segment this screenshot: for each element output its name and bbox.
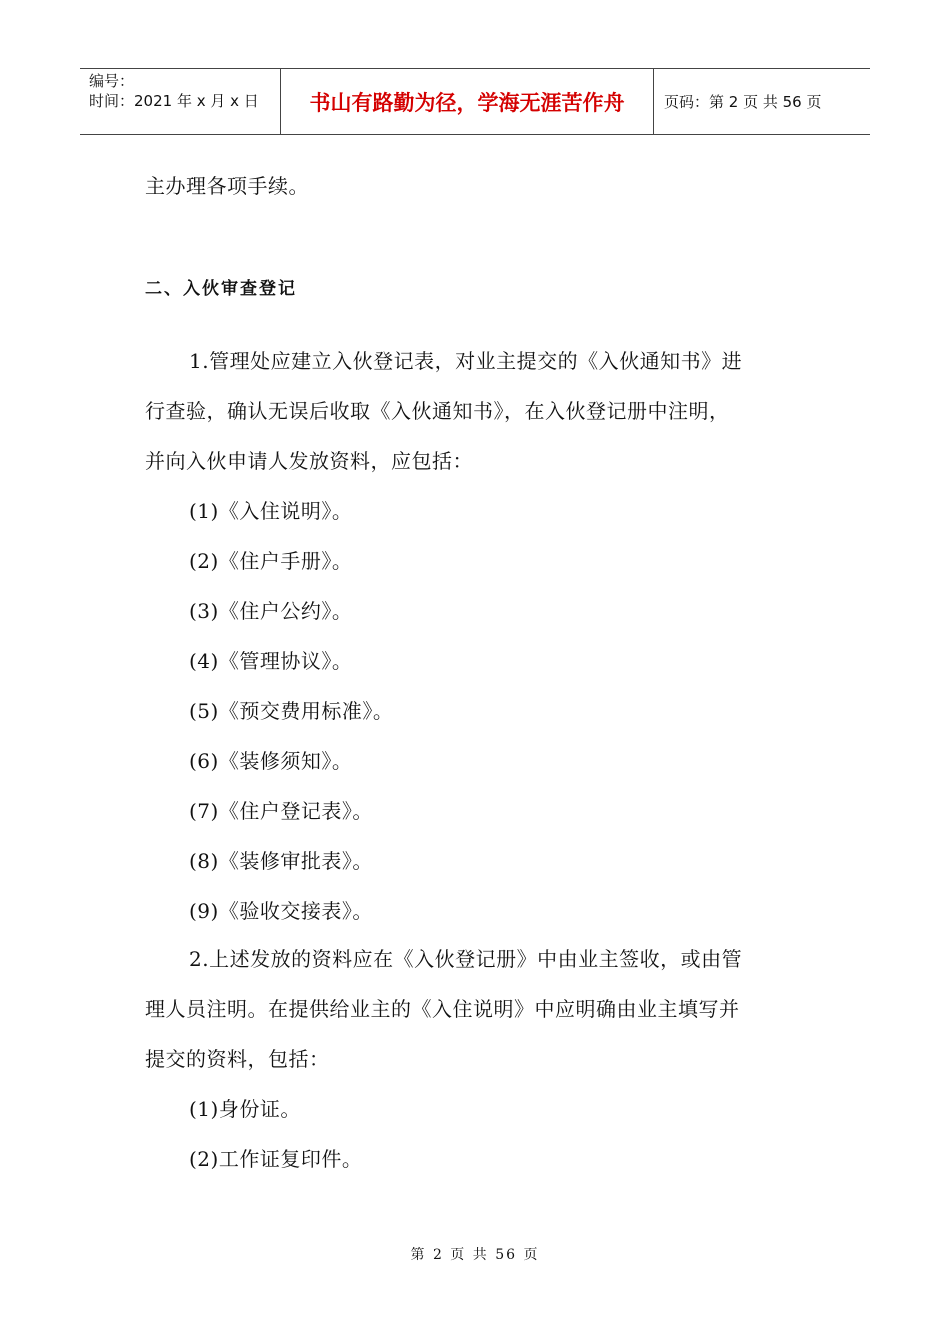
section-heading: 二、入伙审查登记 xyxy=(145,279,297,299)
page-footer: 第 2 页 共 56 页 xyxy=(410,1247,540,1263)
paragraph-line: 1.管理处应建立入伙登记表，对业主提交的《入伙通知书》进 xyxy=(189,349,743,373)
list-item: (2)工作证复印件。 xyxy=(189,1147,363,1171)
header-motto: 书山有路勤为径，学海无涯苦作舟 xyxy=(281,69,654,134)
list-item: (1)身份证。 xyxy=(189,1097,301,1121)
paragraph-line: 提交的资料，包括： xyxy=(145,1047,330,1071)
paragraph-line: 并向入伙申请人发放资料，应包括： xyxy=(145,449,473,473)
list-item: (6)《装修须知》。 xyxy=(189,749,353,773)
list-item: (1)《入住说明》。 xyxy=(189,499,353,523)
list-item: (3)《住户公约》。 xyxy=(189,599,353,623)
header-time-label: 时间：2021 年 x 月 x 日 xyxy=(89,92,259,110)
paragraph-line: 行查验，确认无误后收取《入伙通知书》，在入伙登记册中注明， xyxy=(145,399,730,423)
header-meta xyxy=(80,69,281,134)
paragraph-line: 2.上述发放的资料应在《入伙登记册》中由业主签收，或由管 xyxy=(189,947,743,971)
list-item: (4)《管理协议》。 xyxy=(189,649,353,673)
list-item: (8)《装修审批表》。 xyxy=(189,849,373,873)
list-item: (5)《预交费用标准》。 xyxy=(189,699,394,723)
list-item: (9)《验收交接表》。 xyxy=(189,899,373,923)
paragraph-line: 理人员注明。在提供给业主的《入住说明》中应明确由业主填写并 xyxy=(145,997,740,1021)
page-header xyxy=(80,68,870,135)
header-number-label: 编号： xyxy=(89,72,135,90)
paragraph-line: 主办理各项手续。 xyxy=(145,174,309,198)
list-item: (7)《住户登记表》。 xyxy=(189,799,373,823)
header-page-label: 页码：第 2 页 共 56 页 xyxy=(664,93,822,111)
list-item: (2)《住户手册》。 xyxy=(189,549,353,573)
